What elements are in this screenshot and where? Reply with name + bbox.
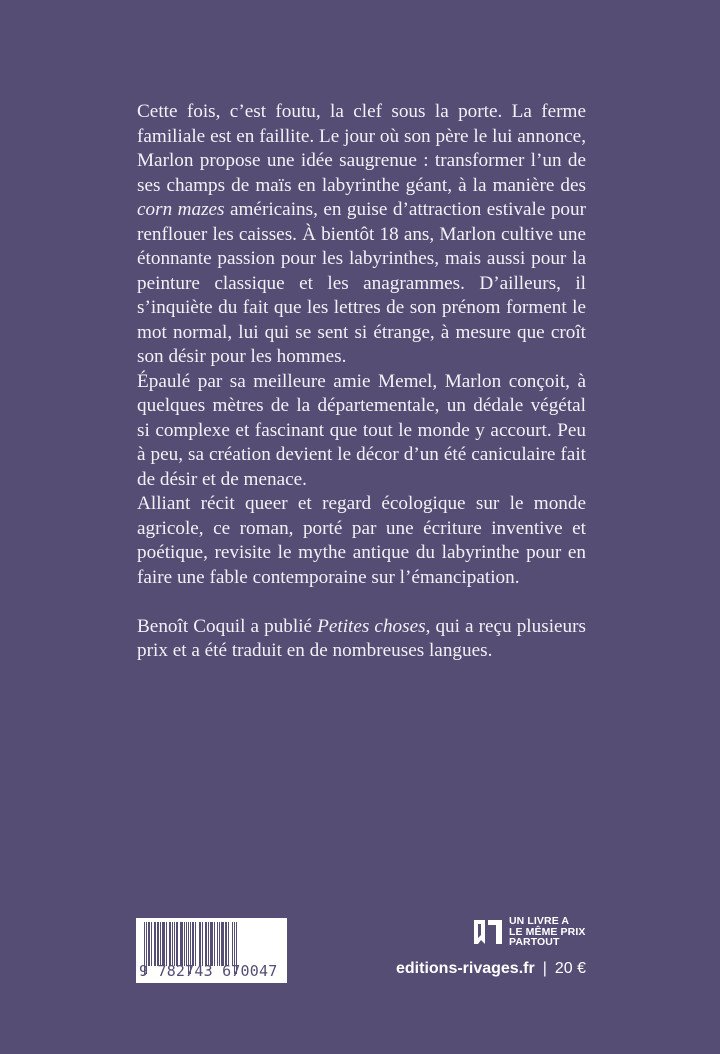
blurb-paragraph-2: Épaulé par sa meilleure amie Memel, Marlon conçoit, à quelques mètres de la départementale, un dédale végétal si complexe et fascinant que tout le monde y accourt. Peu à peu, sa création devient le décor d’un été caniculaire fait de désir et de menace. (137, 370, 586, 490)
price: 20 € (554, 960, 586, 977)
book-price-logo-icon (472, 916, 504, 948)
blurb-paragraph-3: Alliant récit queer et regard écologique sur le monde agricole, ce roman, porté par une écriture inventive et poétique, revisite le mythe antique du labyrinthe pour en faire une fable contemporaine sur l’émancipation. (137, 493, 586, 588)
publisher-website: editions-rivages.fr (396, 960, 535, 977)
isbn-digits: 9 782743 670047 (139, 962, 278, 980)
isbn-barcode (136, 918, 287, 983)
price-logo (472, 916, 585, 948)
publisher-footer (396, 959, 586, 979)
barcode-icon (144, 922, 279, 966)
author-note: Benoît Coquil a publié Petites choses, qui a reçu plusieurs prix et a été traduit en de nombreuses langues. (137, 615, 586, 661)
blurb-paragraph-1: Cette fois, c’est foutu, la clef sous la porte. La ferme familiale est en faillite. Le jour où son père le lui annonce, Marlon propose une idée saugrenue : transformer l’un de ses champs de maïs en labyrinthe géant, à la manière des corn mazes américains, en guise d’attraction estivale pour renflouer les caisses. À bientôt 18 ans, Marlon cultive une étonnante passion pour les labyrinthes, mais aussi pour la peinture classique et les anagrammes. D’ailleurs, il s’inquiète du fait que les lettres de son prénom forment le mot normal, lui qui se sent si étrange, à mesure que croît son désir pour les hommes. (137, 101, 586, 367)
italic-book-title: Petites choses (317, 615, 426, 637)
logo-tagline: UN LIVRE A LE MÊME PRIX PARTOUT (509, 915, 586, 949)
separator: | (542, 960, 547, 977)
back-cover-blurb (137, 100, 586, 664)
italic-corn-mazes: corn mazes (137, 199, 225, 220)
